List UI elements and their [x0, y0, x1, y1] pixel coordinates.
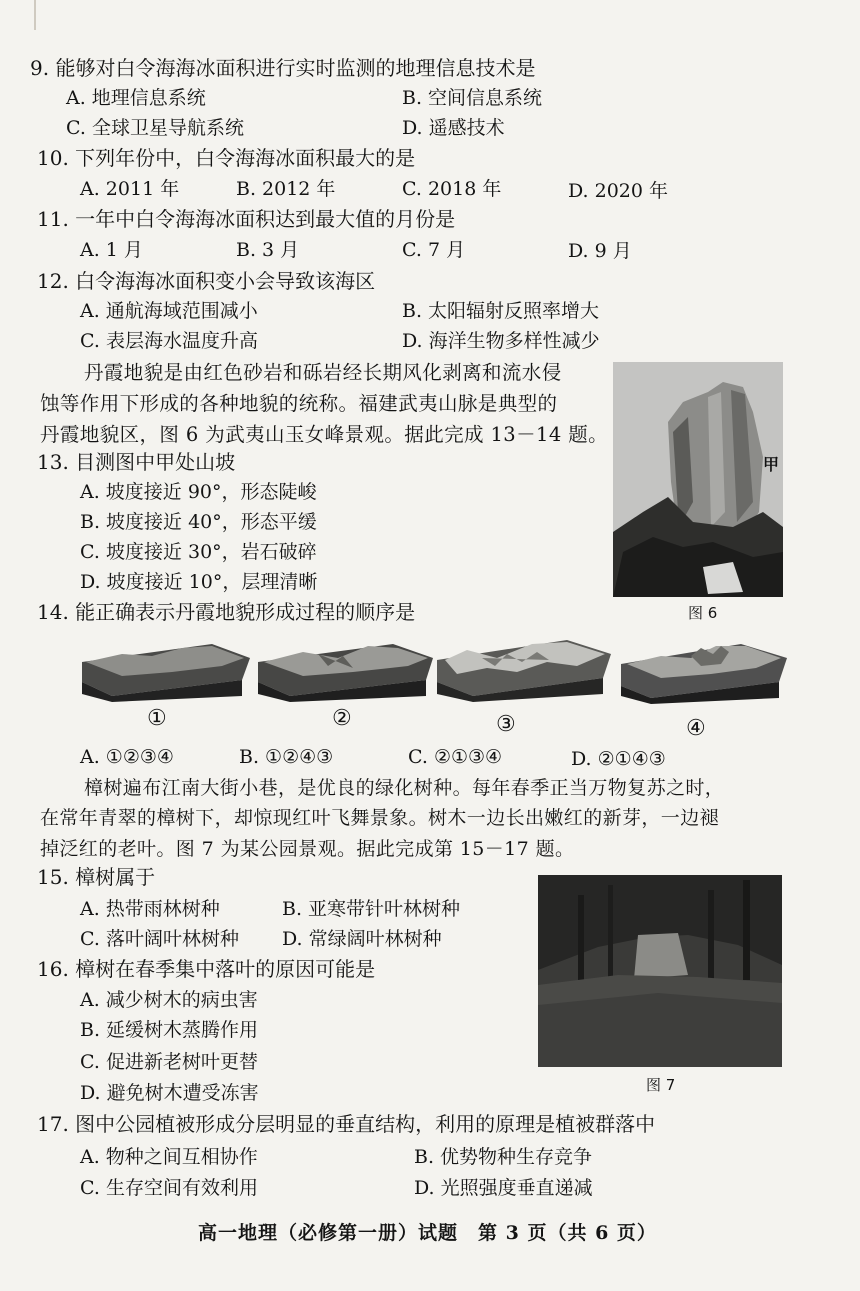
question-14-stem: 14. 能正确表示丹霞地貌形成过程的顺序是: [37, 600, 416, 624]
question-13-option-c: C. 坡度接近 30°，岩石破碎: [80, 541, 317, 563]
landform-block-2: [258, 636, 433, 702]
question-12-option-d: D. 海洋生物多样性减少: [402, 330, 600, 352]
question-16-option-a: A. 减少树木的病虫害: [80, 989, 258, 1011]
question-15-option-d: D. 常绿阔叶林树种: [282, 928, 442, 950]
block-2-label: ②: [332, 706, 352, 731]
question-17-option-b: B. 优势物种生存竞争: [414, 1146, 593, 1168]
question-17-option-d: D. 光照强度垂直递减: [414, 1177, 593, 1199]
figure-6-label-jia: 甲: [763, 455, 780, 474]
mountain-peak-image: [613, 362, 783, 597]
question-16-option-c: C. 促进新老树叶更替: [80, 1051, 258, 1073]
question-9-option-c: C. 全球卫星导航系统: [66, 117, 244, 139]
question-9-option-a: A. 地理信息系统: [66, 87, 206, 109]
figure-6-caption: 图 6: [688, 604, 718, 622]
question-10-option-a: A. 2011 年: [80, 178, 180, 200]
question-11-option-b: B. 3 月: [236, 239, 300, 261]
question-17-stem: 17. 图中公园植被形成分层明显的垂直结构，利用的原理是植被群落中: [37, 1112, 656, 1136]
question-9-option-b: B. 空间信息系统: [402, 87, 543, 109]
question-12-option-c: C. 表层海水温度升高: [80, 330, 258, 352]
question-10-option-d: D. 2020 年: [568, 180, 669, 202]
question-12-option-b: B. 太阳辐射反照率增大: [402, 300, 600, 322]
danxia-paragraph-line-2: 蚀等作用下形成的各种地貌的统称。福建武夷山脉是典型的: [40, 392, 558, 415]
question-15-stem: 15. 樟树属于: [37, 865, 156, 889]
question-12-option-a: A. 通航海域范围减小: [80, 300, 258, 322]
question-16-option-b: B. 延缓树木蒸腾作用: [80, 1019, 259, 1041]
block-4-label: ④: [686, 716, 706, 741]
question-15-option-c: C. 落叶阔叶林树种: [80, 928, 239, 950]
question-15-option-b: B. 亚寒带针叶林树种: [282, 898, 461, 920]
question-14-option-c: C. ②①③④: [408, 746, 503, 768]
question-11-option-a: A. 1 月: [80, 239, 143, 261]
block-1-label: ①: [147, 706, 167, 731]
park-trees-image: [538, 875, 782, 1067]
figure-6-yunv-peak-photo: [613, 362, 783, 597]
question-11-option-c: C. 7 月: [402, 239, 466, 261]
question-17-option-a: A. 物种之间互相协作: [80, 1146, 258, 1168]
camphor-paragraph-line-2: 在常年青翠的樟树下，却惊现红叶飞舞景象。树木一边长出嫩红的新芽，一边褪: [40, 807, 720, 829]
question-10-option-c: C. 2018 年: [402, 178, 502, 200]
question-14-option-b: B. ①②④③: [239, 746, 334, 768]
question-15-option-a: A. 热带雨林树种: [80, 898, 220, 920]
question-16-option-d: D. 避免树木遭受冻害: [80, 1082, 259, 1104]
scan-edge: [34, 0, 36, 30]
question-13-stem: 13. 目测图中甲处山坡: [37, 450, 236, 474]
question-16-stem: 16. 樟树在春季集中落叶的原因可能是: [37, 957, 376, 981]
question-10-option-b: B. 2012 年: [236, 178, 336, 200]
page-footer: 高一地理（必修第一册）试题 第 3 页（共 6 页）: [198, 1222, 657, 1244]
danxia-paragraph-line-1: 丹霞地貌是由红色砂岩和砾岩经长期风化剥离和流水侵: [84, 361, 562, 384]
landform-block-1: [82, 636, 250, 702]
question-9-stem: 9. 能够对白令海海冰面积进行实时监测的地理信息技术是: [30, 56, 536, 80]
question-11-stem: 11. 一年中白令海海冰面积达到最大值的月份是: [37, 207, 456, 231]
question-11-option-d: D. 9 月: [568, 240, 632, 262]
block-3-label: ③: [496, 712, 516, 737]
camphor-paragraph-line-1: 樟树遍布江南大街小巷，是优良的绿化树种。每年春季正当万物复苏之时，: [84, 777, 725, 799]
figure-7-caption: 图 7: [646, 1076, 676, 1094]
landform-block-3: [437, 632, 611, 702]
landform-block-4: [621, 636, 787, 704]
danxia-paragraph-line-3: 丹霞地貌区，图 6 为武夷山玉女峰景观。据此完成 13－14 题。: [40, 423, 609, 446]
camphor-paragraph-line-3: 掉泛红的老叶。图 7 为某公园景观。据此完成第 15－17 题。: [40, 838, 575, 860]
question-14-option-a: A. ①②③④: [80, 746, 174, 768]
question-17-option-c: C. 生存空间有效利用: [80, 1177, 258, 1199]
question-10-stem: 10. 下列年份中，白令海海冰面积最大的是: [37, 146, 416, 170]
question-13-option-a: A. 坡度接近 90°，形态陡峻: [80, 481, 317, 503]
question-9-option-d: D. 遥感技术: [402, 117, 505, 139]
figure-7-park-photo: [538, 875, 782, 1067]
question-12-stem: 12. 白令海海冰面积变小会导致该海区: [37, 269, 376, 293]
question-13-option-b: B. 坡度接近 40°，形态平缓: [80, 511, 317, 533]
question-13-option-d: D. 坡度接近 10°，层理清晰: [80, 571, 318, 593]
question-14-option-d: D. ②①④③: [571, 748, 666, 770]
